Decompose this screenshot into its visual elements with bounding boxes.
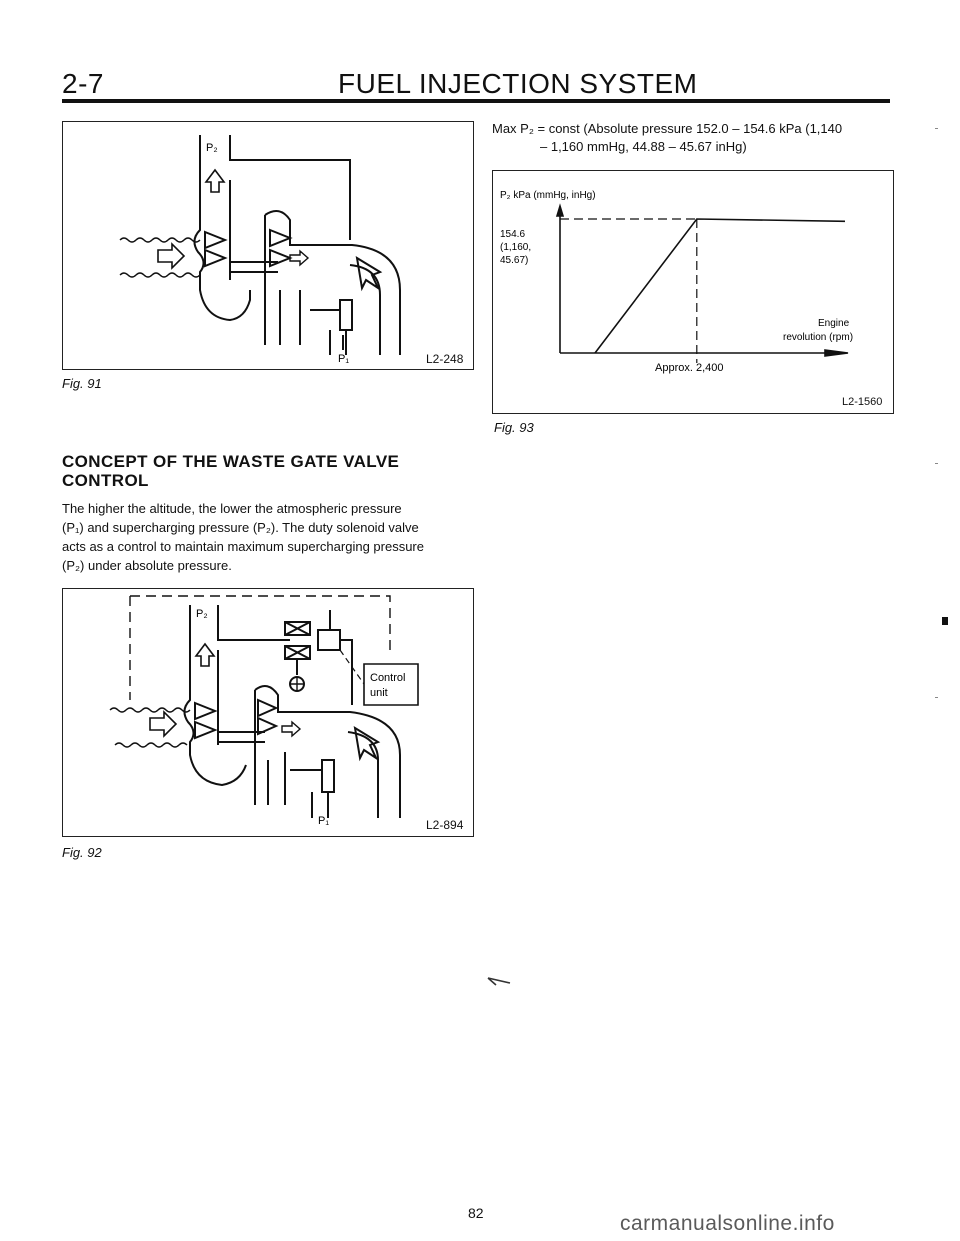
paragraph-line-4: (P₂) under absolute pressure. — [62, 558, 232, 573]
section-heading-line2: CONTROL — [62, 471, 149, 490]
chart-x-axis-arrow — [825, 350, 848, 356]
chart-ytick-line1: 154.6 — [500, 229, 526, 240]
chart-ylabel: P₂ kPa (mmHg, inHg) — [500, 190, 596, 201]
fig91-caption: Fig. 91 — [62, 376, 102, 391]
margin-mark — [935, 128, 938, 129]
fig92-control-line2: unit — [370, 687, 388, 699]
fig92-p2-label: P₂ — [196, 608, 208, 620]
paragraph-line-1: The higher the altitude, the lower the atmospheric pressure — [62, 501, 402, 516]
watermark: carmanualsonline.info — [620, 1212, 835, 1235]
fig92-code: L2-894 — [426, 818, 464, 832]
margin-mark — [935, 463, 938, 464]
section-heading-line1: CONCEPT OF THE WASTE GATE VALVE — [62, 452, 400, 471]
fig91-code: L2-248 — [426, 352, 464, 366]
fig92-caption: Fig. 92 — [62, 845, 102, 860]
page-title: FUEL INJECTION SYSTEM — [338, 68, 698, 99]
fig92-p1-label: P₁ — [318, 815, 330, 827]
fig91-p1-label: P₁ — [338, 353, 350, 365]
chart-xlabel-line2: revolution (rpm) — [783, 332, 854, 343]
fig93-code: L2-1560 — [842, 396, 883, 408]
max-p2-line1: Max P₂ = const (Absolute pressure 152.0 – 154.6 kPa (1,140 — [492, 121, 843, 136]
chart-ytick-line3: 45.67) — [500, 255, 529, 266]
max-p2-line2: – 1,160 mmHg, 44.88 – 45.67 inHg) — [540, 139, 747, 154]
chart-x-annotation: Approx. 2,400 — [655, 362, 724, 374]
section-number: 2-7 — [62, 68, 104, 99]
chart-xlabel-line1: Engine — [818, 318, 850, 329]
fig93-caption: Fig. 93 — [494, 420, 534, 435]
paragraph-line-2: (P₁) and supercharging pressure (P₂). The duty solenoid valve — [62, 520, 419, 535]
chart-ytick-line2: (1,160, — [500, 242, 532, 253]
chart-y-axis-arrow — [557, 206, 563, 216]
paragraph-line-3: acts as a control to maintain maximum supercharging pressure — [62, 539, 424, 554]
margin-mark — [935, 697, 938, 698]
fig92-control-line1: Control — [370, 672, 406, 684]
fig91-p2-label: P₂ — [206, 142, 218, 154]
margin-mark — [942, 617, 948, 625]
page-number: 82 — [468, 1205, 484, 1221]
